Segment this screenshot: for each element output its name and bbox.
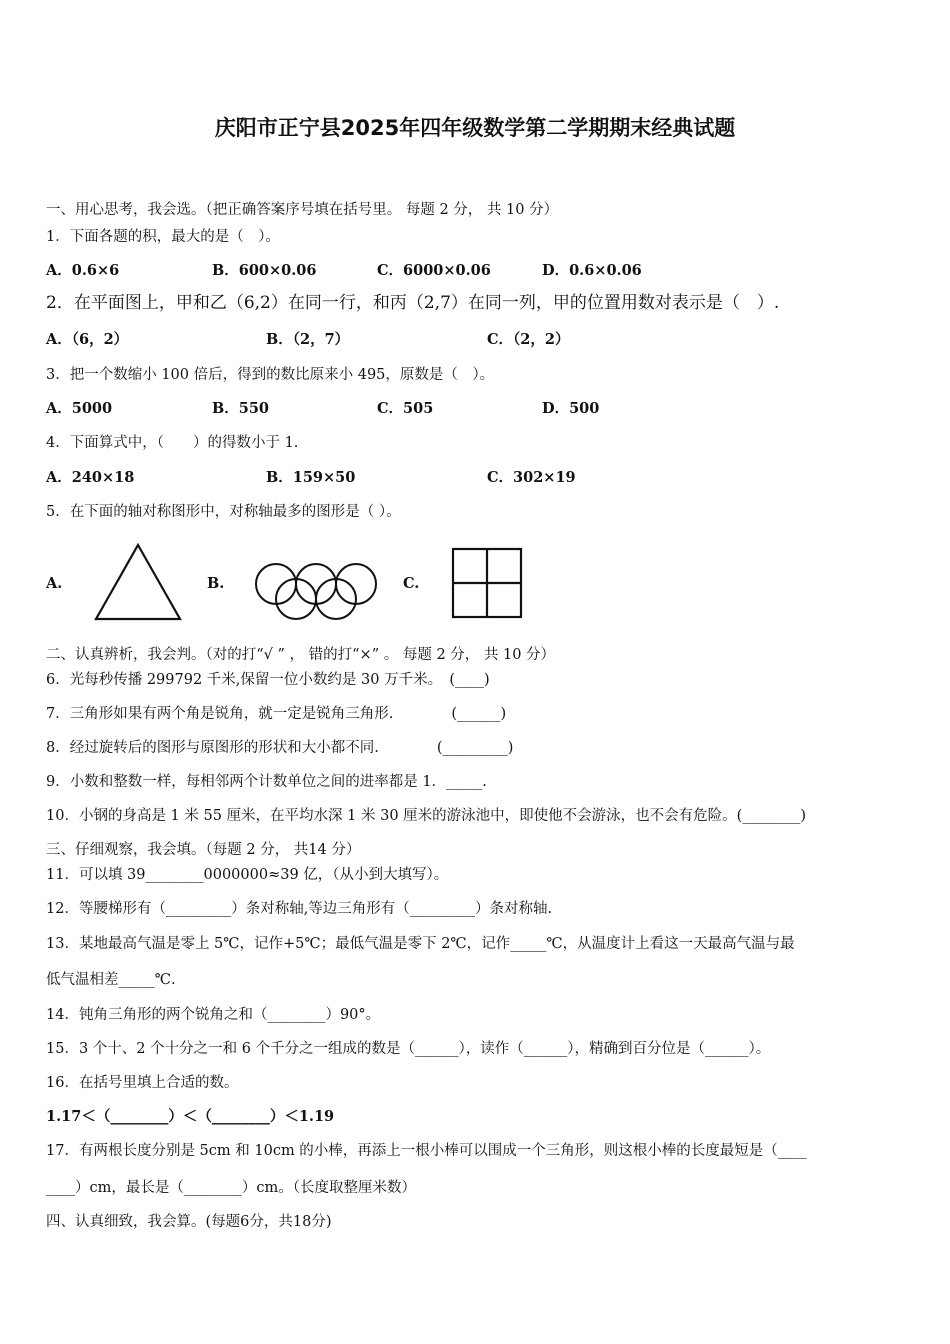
q1-option-c: C．6000×0.06: [377, 262, 491, 279]
q3-option-c: C．505: [377, 400, 434, 417]
q4-option-b: B．159×50: [266, 469, 356, 486]
q2-option-b: B．（2，7）: [266, 331, 350, 348]
question-13-line-2: 低气温相差_____℃.: [46, 972, 176, 988]
question-8: 8．经过旋转后的图形与原图形的形状和大小都不同. (_________): [46, 740, 514, 756]
question-14: 14．钝角三角形的两个锐角之和（________）90°。: [46, 1007, 381, 1023]
section-heading-2: 二、认真辨析，我会判。（对的打“√ ” ， 错的打“×” 。 每题 2 分， 共 10 分）: [46, 647, 556, 663]
q3-option-a: A．5000: [46, 400, 113, 417]
section-heading-3: 三、仔细观察，我会填。（每题 2 分， 共14 分）: [46, 842, 361, 858]
question-16-inequality: 1.17＜（________）＜（________）＜1.19: [46, 1108, 335, 1125]
q2-option-c: C．（2，2）: [487, 331, 570, 348]
q5-option-c: C.: [403, 575, 420, 592]
question-11: 11．可以填 39________0000000≈39 亿，（从小到大填写）。: [46, 867, 449, 883]
q4-option-a: A．240×18: [46, 469, 135, 486]
q3-option-d: D．500: [542, 400, 600, 417]
question-9: 9．小数和整数一样，每相邻两个计数单位之间的进率都是 1．_____.: [46, 774, 487, 790]
section-heading-1: 一、用心思考，我会选。（把正确答案序号填在括号里。 每题 2 分， 共 10 分）: [46, 202, 559, 218]
question-6: 6．光每秒传播 299792 千米,保留一位小数约是 30 万千米。 (____): [46, 672, 490, 688]
question-7: 7．三角形如果有两个角是锐角，就一定是锐角三角形. (______): [46, 706, 507, 722]
q2-option-a: A．（6，2）: [46, 331, 129, 348]
question-16: 16．在括号里填上合适的数。: [46, 1075, 239, 1091]
q3-option-b: B．550: [212, 400, 270, 417]
q4-option-c: C．302×19: [487, 469, 576, 486]
question-12: 12．等腰梯形有（_________）条对称轴,等边三角形有（_________）条对称轴.: [46, 901, 553, 917]
page-title: 庆阳市正宁县2025年四年级数学第二学期期末经典试题: [214, 116, 736, 140]
olympic-rings-icon: [250, 562, 380, 622]
question-1: 1．下面各题的积，最大的是（ ）。: [46, 229, 280, 245]
question-2: 2．在平面图上，甲和乙（6,2）在同一行，和丙（2,7）在同一列，甲的位置用数对表示是（ ）.: [46, 293, 780, 313]
q1-option-b: B．600×0.06: [212, 262, 317, 279]
q1-option-a: A．0.6×6: [46, 262, 120, 279]
question-5: 5．在下面的轴对称图形中，对称轴最多的图形是（ ）。: [46, 504, 401, 520]
triangle-icon: [92, 542, 184, 624]
q1-option-d: D．0.6×0.06: [542, 262, 642, 279]
question-4: 4．下面算式中，（ ）的得数小于 1.: [46, 435, 299, 451]
four-squares-icon: [450, 546, 524, 620]
question-13-line-1: 13．某地最高气温是零上 5℃，记作+5℃；最低气温是零下 2℃，记作_____℃，从温度计上看这一天最高气温与最: [46, 936, 795, 952]
q5-option-a: A.: [46, 575, 63, 592]
question-3: 3．把一个数缩小 100 倍后，得到的数比原来小 495，原数是（ ）。: [46, 367, 495, 383]
q5-option-b: B.: [207, 575, 225, 592]
section-heading-4: 四、认真细致，我会算。(每题6分，共18分): [46, 1214, 332, 1230]
question-15: 15．3 个十、2 个十分之一和 6 个千分之一组成的数是（______），读作（______），精确到百分位是（______）。: [46, 1041, 771, 1057]
question-10: 10．小钢的身高是 1 米 55 厘米，在平均水深 1 米 30 厘米的游泳池中，即使他不会游泳，也不会有危险。(________): [46, 808, 806, 824]
question-17-line-1: 17．有两根长度分别是 5cm 和 10cm 的小棒，再添上一根小棒可以围成一个三角形，则这根小棒的长度最短是（____: [46, 1143, 807, 1159]
question-17-line-2: ____）cm，最长是（________）cm。（长度取整厘米数）: [46, 1180, 416, 1196]
